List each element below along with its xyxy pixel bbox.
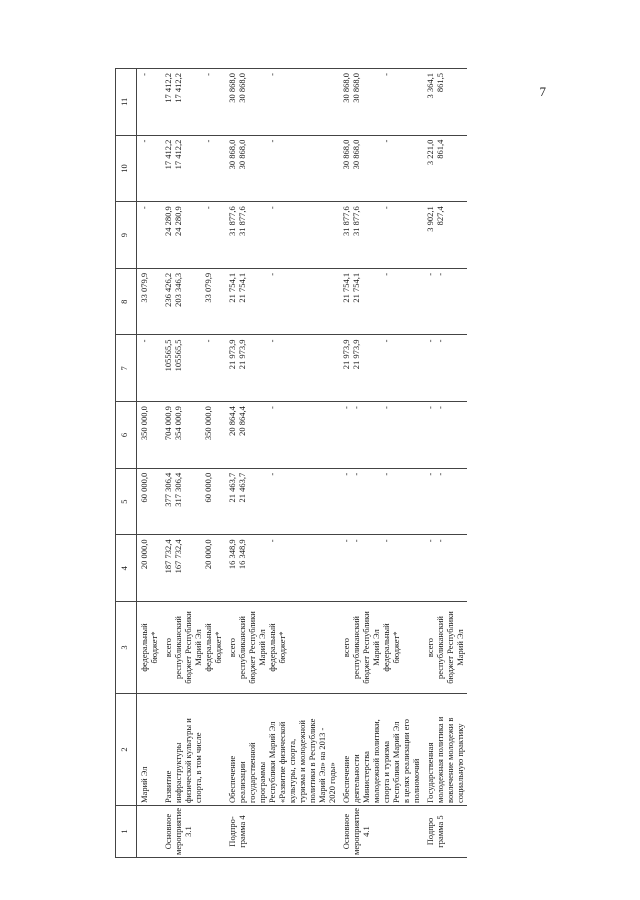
column-header-4: 4: [116, 535, 137, 602]
cell-line: 17 412,2: [163, 139, 174, 170]
cell-line: 20 000,0: [139, 539, 149, 570]
cell-line: программы: [257, 761, 268, 803]
cell-line: [247, 539, 257, 599]
cell-line: 167 732,4: [173, 539, 184, 574]
table-cell-col-2: [137, 694, 162, 806]
cell-line: [361, 340, 371, 400]
table-cell-col-6: [225, 402, 339, 469]
table-cell-col-1: [137, 806, 162, 858]
cell-line: [193, 73, 203, 133]
cell-line: [371, 206, 381, 266]
cell-line: 21 754,1: [341, 272, 352, 303]
cell-line: -: [381, 139, 392, 143]
table-cell-col-9: [339, 202, 423, 269]
cell-line: -: [267, 272, 278, 276]
table-cell-col-5: [137, 468, 162, 535]
cell-line: Марий Эл: [139, 766, 149, 803]
cell-line: 30 868,0: [341, 73, 352, 103]
column-header-3: 3: [116, 602, 137, 694]
cell-line: -: [435, 339, 446, 343]
cell-line: [361, 206, 371, 266]
column-header-9: 9: [116, 202, 137, 269]
cell-line: 20 000,0: [203, 539, 214, 570]
cell-line: [371, 73, 381, 133]
cell-line: [371, 406, 381, 466]
cell-line: [193, 140, 203, 200]
table-row: [339, 69, 423, 858]
cell-line: -: [425, 339, 436, 343]
table-cell-col-1: [225, 806, 339, 858]
table-cell-col-1: [161, 806, 225, 858]
cell-line: 827,4: [435, 206, 446, 226]
cell-line: [183, 140, 193, 200]
cell-line: федеральный: [139, 623, 149, 672]
cell-line: 3.1: [183, 826, 194, 837]
cell-line: 20 864,4: [227, 406, 238, 436]
table-cell-col-7: [225, 335, 339, 402]
budget-table: [115, 68, 467, 858]
cell-line: Подпро-: [227, 816, 238, 847]
cell-line: мероприятие: [173, 808, 184, 855]
cell-line: 350 000,0: [139, 406, 149, 441]
cell-line: [371, 539, 381, 599]
cell-line: [361, 273, 371, 333]
cell-line: бюджет Республики: [361, 611, 372, 684]
table-cell-col-7: [161, 335, 225, 402]
cell-line: [257, 273, 267, 333]
cell-line: 33 079,9: [139, 272, 149, 303]
cell-line: 31 877,6: [237, 206, 248, 236]
cell-line: -: [435, 406, 446, 409]
table-cell-col-6: [423, 402, 467, 469]
cell-line: всего: [341, 637, 352, 658]
cell-line: [247, 340, 257, 400]
table-cell-col-11: [137, 69, 162, 136]
cell-line: 21 754,1: [227, 272, 238, 303]
table-row: [225, 69, 339, 858]
cell-line: -: [267, 73, 278, 76]
cell-line: 105565,5: [173, 339, 184, 372]
cell-line: 21 973,9: [237, 339, 248, 370]
cell-line: [361, 140, 371, 200]
column-header-11: 11: [116, 69, 137, 136]
cell-line: -: [425, 406, 436, 409]
cell-line: [193, 406, 203, 466]
cell-line: [183, 406, 193, 466]
cell-line: Основное: [163, 813, 174, 850]
table-cell-col-7: [137, 335, 162, 402]
column-header-5: 5: [116, 468, 137, 535]
table-cell-col-5: [225, 468, 339, 535]
cell-line: полномочий: [411, 758, 422, 803]
cell-line: -: [203, 139, 214, 143]
cell-line: [257, 206, 267, 266]
table-cell-col-9: [423, 202, 467, 269]
cell-line: реализации: [237, 761, 248, 803]
rotated-table-region: [115, 68, 540, 858]
cell-line: всего: [425, 637, 436, 658]
cell-line: 17 412,2: [173, 139, 184, 170]
cell-line: спорта, в том числе: [193, 732, 204, 803]
table-cell-col-5: [161, 468, 225, 535]
cell-line: 317 306,4: [173, 472, 184, 507]
cell-line: [247, 140, 257, 200]
cell-line: -: [381, 539, 392, 543]
column-header-2: 2: [116, 694, 137, 806]
cell-line: [257, 406, 267, 466]
table-cell-col-10: [339, 135, 423, 202]
cell-line: -: [435, 472, 446, 476]
cell-line: 21 463,7: [237, 472, 248, 503]
cell-line: 704 000,9: [163, 406, 174, 441]
column-header-6: 6: [116, 402, 137, 469]
cell-line: [183, 473, 193, 533]
cell-line: бюджет*: [213, 631, 224, 664]
table-cell-col-11: [225, 69, 339, 136]
cell-line: Марий Эл: [257, 629, 268, 666]
cell-line: [183, 340, 193, 400]
cell-line: 3 902,1: [425, 206, 436, 232]
table-body: [137, 69, 468, 858]
cell-line: [257, 73, 267, 133]
column-header-8: 8: [116, 268, 137, 335]
cell-line: 21 973,9: [227, 339, 238, 370]
cell-line: [361, 473, 371, 533]
cell-line: Республики Марий Эл: [267, 721, 278, 803]
cell-line: 203 346,3: [173, 272, 184, 307]
cell-line: 31 877,6: [341, 206, 352, 236]
cell-line: политики в Республике: [307, 718, 318, 803]
table-cell-col-4: [339, 535, 423, 602]
table-cell-col-2: [161, 694, 225, 806]
cell-line: 2020 годы»: [327, 762, 338, 803]
cell-line: -: [351, 406, 362, 409]
table-cell-col-10: [225, 135, 339, 202]
cell-line: [361, 539, 371, 599]
cell-line: мероприятие: [351, 808, 362, 855]
cell-line: -: [381, 206, 392, 210]
cell-line: 187 732,4: [163, 539, 174, 574]
table-cell-col-4: [161, 535, 225, 602]
cell-line: Республики Марий Эл: [391, 721, 402, 803]
cell-line: 377 306,4: [163, 472, 174, 507]
table-cell-col-3: [339, 602, 423, 694]
cell-line: [257, 473, 267, 533]
column-header-10: 10: [116, 135, 137, 202]
cell-line: 21 463,7: [227, 472, 238, 503]
table-cell-col-1: [423, 806, 467, 858]
cell-line: -: [267, 472, 278, 476]
cell-line: -: [139, 73, 149, 76]
cell-line: -: [341, 472, 352, 476]
cell-line: молодежной политики,: [371, 719, 382, 803]
cell-line: [193, 206, 203, 266]
cell-line: Марий Эл» на 2013 -: [317, 727, 328, 803]
column-header-1: 1: [116, 806, 137, 858]
table-cell-col-6: [137, 402, 162, 469]
cell-line: физической культуры и: [183, 718, 194, 803]
table-cell-col-9: [137, 202, 162, 269]
table-cell-col-3: [161, 602, 225, 694]
cell-line: бюджет*: [391, 631, 402, 664]
cell-line: 17 412,2: [163, 73, 174, 103]
cell-line: бюджет Республики: [183, 611, 194, 684]
cell-line: 17 412,2: [173, 73, 184, 103]
cell-line: -: [139, 139, 149, 143]
cell-line: -: [425, 272, 436, 276]
cell-line: федеральный: [267, 623, 278, 672]
table-cell-col-4: [225, 535, 339, 602]
table-row: [161, 69, 225, 858]
cell-line: [183, 206, 193, 266]
cell-line: 31 877,6: [351, 206, 362, 236]
cell-line: [247, 206, 257, 266]
cell-line: [361, 73, 371, 133]
header-row: [116, 69, 137, 858]
cell-line: всего: [163, 637, 174, 658]
cell-line: 60 000,0: [203, 472, 214, 503]
cell-line: бюджет*: [277, 631, 288, 664]
cell-line: 30 868,0: [351, 73, 362, 103]
table-cell-col-8: [423, 268, 467, 335]
table-cell-col-8: [339, 268, 423, 335]
cell-line: Подпро: [425, 817, 436, 846]
table-row: [137, 69, 162, 858]
cell-line: -: [341, 539, 352, 543]
table-cell-col-6: [339, 402, 423, 469]
cell-line: [257, 539, 267, 599]
cell-line: спорта и туризма: [381, 740, 392, 803]
table-cell-col-10: [137, 135, 162, 202]
cell-line: [193, 273, 203, 333]
cell-line: туризма и молодежной: [297, 720, 308, 803]
cell-line: 16 348,9: [227, 539, 238, 570]
table-cell-col-8: [161, 268, 225, 335]
table-cell-col-2: [225, 694, 339, 806]
cell-line: 3 221,0: [425, 139, 436, 166]
cell-line: -: [381, 472, 392, 476]
cell-line: [371, 140, 381, 200]
table-cell-col-4: [423, 535, 467, 602]
cell-line: Обеспечение: [227, 755, 238, 803]
cell-line: бюджет Республики: [247, 611, 258, 684]
page-number: 7: [539, 84, 546, 99]
cell-line: 24 280,9: [173, 206, 184, 236]
table-cell-col-10: [423, 135, 467, 202]
cell-line: [183, 73, 193, 133]
cell-line: 30 868,0: [237, 139, 248, 170]
cell-line: 30 868,0: [341, 139, 352, 170]
cell-line: -: [381, 272, 392, 276]
cell-line: [371, 340, 381, 400]
cell-line: -: [425, 539, 436, 543]
table-cell-col-3: [137, 602, 162, 694]
table-cell-col-7: [339, 335, 423, 402]
cell-line: 30 868,0: [237, 73, 248, 103]
cell-line: [371, 273, 381, 333]
table-cell-col-2: [339, 694, 423, 806]
cell-line: 861,4: [435, 139, 446, 159]
cell-line: -: [381, 339, 392, 343]
table-cell-col-7: [423, 335, 467, 402]
cell-line: 30 868,0: [227, 139, 238, 170]
table-cell-col-8: [137, 268, 162, 335]
cell-line: «Развитие физической: [277, 721, 288, 803]
cell-line: всего: [227, 637, 238, 658]
cell-line: -: [203, 206, 214, 210]
cell-line: [247, 273, 257, 333]
cell-line: 21 754,1: [351, 272, 362, 303]
cell-line: Министерства: [361, 751, 372, 803]
cell-line: -: [267, 406, 278, 409]
cell-line: -: [267, 206, 278, 210]
cell-line: [257, 340, 267, 400]
table-cell-col-3: [225, 602, 339, 694]
cell-line: [193, 340, 203, 400]
cell-line: Марий Эл: [193, 629, 204, 666]
cell-line: республиканский: [173, 616, 184, 679]
cell-line: -: [267, 339, 278, 343]
cell-line: 21 754,1: [237, 272, 248, 303]
cell-line: 16 348,9: [237, 539, 248, 570]
cell-line: 350 000,0: [203, 406, 214, 441]
table-cell-col-9: [161, 202, 225, 269]
cell-line: [193, 473, 203, 533]
cell-line: -: [341, 406, 352, 409]
cell-line: грамма 5: [435, 815, 446, 848]
cell-line: 354 000,9: [173, 406, 184, 441]
cell-line: деятельности: [351, 754, 362, 803]
table-cell-col-2: [423, 694, 467, 806]
table-cell-col-11: [423, 69, 467, 136]
cell-line: 20 864,4: [237, 406, 248, 436]
cell-line: бюджет*: [149, 631, 160, 664]
cell-line: 60 000,0: [139, 472, 149, 503]
cell-line: -: [351, 472, 362, 476]
table-cell-col-3: [423, 602, 467, 694]
table-cell-col-9: [225, 202, 339, 269]
cell-line: [247, 73, 257, 133]
cell-line: бюджет Республики: [445, 611, 456, 684]
column-header-7: 7: [116, 335, 137, 402]
cell-line: федеральный: [381, 623, 392, 672]
cell-line: -: [267, 139, 278, 143]
cell-line: [193, 539, 203, 599]
cell-line: 21 973,9: [351, 339, 362, 370]
table-cell-col-8: [225, 268, 339, 335]
cell-line: 31 877,6: [227, 206, 238, 236]
table-cell-col-11: [339, 69, 423, 136]
cell-line: Обеспечение: [341, 755, 352, 803]
cell-line: [361, 406, 371, 466]
cell-line: 30 868,0: [227, 73, 238, 103]
cell-line: [247, 406, 257, 466]
cell-line: 33 079,9: [203, 272, 214, 303]
cell-line: -: [267, 539, 278, 543]
cell-line: республиканский: [237, 616, 248, 679]
cell-line: 4.1: [361, 826, 372, 837]
cell-line: культуры, спорта,: [287, 738, 298, 803]
cell-line: в целях реализации его: [401, 719, 412, 803]
table-cell-col-6: [161, 402, 225, 469]
cell-line: [183, 273, 193, 333]
cell-line: 861,5: [435, 73, 446, 93]
cell-line: грамма 4: [237, 815, 248, 848]
cell-line: -: [203, 73, 214, 76]
table-cell-col-11: [161, 69, 225, 136]
cell-line: -: [139, 339, 149, 343]
cell-line: республиканский: [351, 616, 362, 679]
cell-line: Основное: [341, 813, 352, 850]
cell-line: -: [435, 272, 446, 276]
table-cell-col-5: [339, 468, 423, 535]
cell-line: -: [381, 73, 392, 76]
cell-line: [247, 473, 257, 533]
cell-line: инфраструктуры: [173, 742, 184, 803]
cell-line: [257, 140, 267, 200]
cell-line: -: [203, 339, 214, 343]
table-cell-col-10: [161, 135, 225, 202]
cell-line: [371, 473, 381, 533]
cell-line: социальную практику: [455, 723, 466, 803]
cell-line: 105565,5: [163, 339, 174, 372]
cell-line: Развитие: [163, 770, 174, 803]
cell-line: -: [381, 406, 392, 409]
cell-line: 21 973,9: [341, 339, 352, 370]
cell-line: [183, 539, 193, 599]
cell-line: 3 364,1: [425, 73, 436, 99]
cell-line: государственной: [247, 742, 258, 803]
cell-line: вовлечение молодежи в: [445, 717, 456, 803]
cell-line: -: [351, 539, 362, 543]
cell-line: 30 868,0: [351, 139, 362, 170]
cell-line: Марий Эл: [371, 629, 382, 666]
cell-line: -: [425, 472, 436, 476]
table-cell-col-4: [137, 535, 162, 602]
cell-line: федеральный: [203, 623, 214, 672]
cell-line: -: [139, 206, 149, 210]
cell-line: 236 426,2: [163, 272, 174, 307]
cell-line: молодежная политика и: [435, 716, 446, 803]
table-cell-col-1: [339, 806, 423, 858]
table-cell-col-5: [423, 468, 467, 535]
cell-line: республиканский: [435, 616, 446, 679]
cell-line: -: [435, 539, 446, 543]
cell-line: 24 280,9: [163, 206, 174, 236]
cell-line: Государственная: [425, 742, 436, 803]
cell-line: Марий Эл: [455, 629, 466, 666]
table-row: [423, 69, 467, 858]
